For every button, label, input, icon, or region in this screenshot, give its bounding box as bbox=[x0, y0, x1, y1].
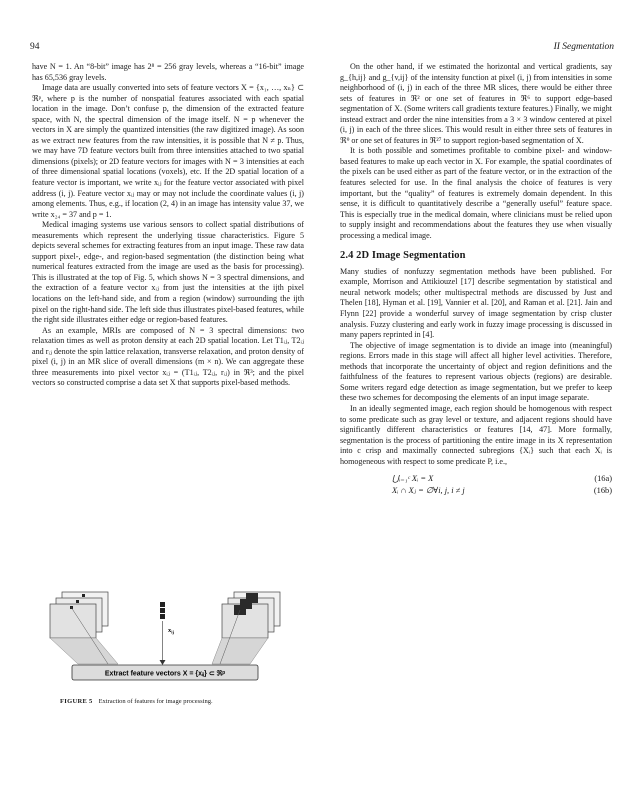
equation-number: (16a) bbox=[594, 473, 612, 483]
paragraph: In an ideally segmented image, each region should be homogenous with respect to some predicate such as gray level or texture, and adjacent regions should have significantly different characteristics or features [14, 47]. More formally, segmentation is the process of partitioning the entire image in its X representation into c crisp and maximally connected subregions {Xᵢ} such that each Xᵢ is homogeneous with respect to some predicate P, i.e., bbox=[340, 403, 612, 466]
right-image-stack bbox=[212, 592, 280, 664]
paragraph: The objective of image segmentation is to divide an image into (meaningful) regions. Errors made in this stage will affect all higher level activities. Therefore, methods that incorporate the uncertainty of object and region definitions and the faithfulness of the features to represent various objects (regions) are desirable. Some writers regard edge detection as image segmentation, but we prefer to keep these two schemes for decomposing the elements of an input image separate. bbox=[340, 340, 612, 403]
section-title: 2.4 2D Image Segmentation bbox=[340, 250, 466, 262]
figure-5 bbox=[48, 588, 288, 688]
left-image-stack bbox=[50, 592, 118, 664]
right-column bbox=[340, 62, 612, 497]
caption-label: FIGURE 5 bbox=[60, 698, 93, 705]
equation-expression: Xᵢ ∩ Xⱼ = ∅∀i, j, i ≠ j bbox=[392, 485, 465, 495]
paragraph: As an example, MRIs are composed of N = 3 spectral dimensions: two relaxation times as well as proton density at each 2D spatial location. Let T1ᵢⱼ, T2ᵢⱼ and rᵢⱼ denote the spin lattice relaxation, transverse relaxation, and proton density of pixel (i, j) in an MR slice of overall dimensions (m × n). We can aggregate these three measurements into pixel vector xᵢⱼ = (T1ᵢⱼ, T2ᵢⱼ, rᵢⱼ) in ℜ³; and the pixel vectors so constructed comprise a data set X that supports pixel-based methods. bbox=[32, 325, 304, 388]
left-column bbox=[32, 62, 304, 389]
paragraph: Image data are usually converted into sets of feature vectors X = {x₁, …, xₙ} ⊂ ℜᵖ, where p is the number of nonspatial features associated with each spatial location in the image. Don’t confuse p, the dimension of the extracted feature space, with N, the spectral dimension of the image itself. N = p whenever the vectors in X are simply the quantized intensities (the raw digitized image). As soon as we extract new features from the raw intensities, it is possible that N ≠ p. Thus, we may have 7D feature vectors built from three intensities attached to two spatial dimensions (pixels); or 2D feature vectors for images with N = 3 intensities at each of three dimensional spatial locations (voxels), etc. If the 2D spatial location of a feature vector is important, we write xᵢⱼ for the feature vector associated with pixel address (i, j). Feature vector xᵢⱼ may or may not include the coordinate values (i, j) among elements. Thus, e.g., if location (2, 4) in an image has intensity value 37, we write x₂₄ = 37 and p = 1. bbox=[32, 83, 304, 219]
equation-expression: ⋃ᵢ₌₁ᶜ Xᵢ = X bbox=[392, 473, 434, 483]
running-head: II Segmentation bbox=[553, 42, 614, 52]
caption-text: Extraction of features for image processing. bbox=[98, 698, 213, 705]
equation-number: (16b) bbox=[593, 485, 612, 495]
equation-16b bbox=[340, 485, 612, 497]
paragraph: Many studies of nonfuzzy segmentation methods have been published. For example, Morrison and Attikiouzel [17] describe segmentation by statistical and neural network models; other multispectral methods are discussed by Just and Thelen [18], Hyman et al. [19], Vannier et al. [20], and Raman et al. [21]. Jain and Flynn [22] provide a wonderful survey of image segmentation by crisp cluster analysis. Fuzzy clustering and early work in fuzzy image processing is discussed in many papers reprinted in [4]. bbox=[340, 266, 612, 340]
paragraph: It is both possible and sometimes profitable to combine pixel- and window-based features to make up each vector in X. For example, the spatial coordinates of the pixels can be used either as part of the feature vector, or in the extraction of the features selected for use. In the final analysis the choice of features is very important, but the “quality” of features is extremely domain dependent. In this sense, it is difficult to quantitatively describe a “generally useful” feature space. This is especially true in the medical domain, where clinicians must be relied upon to supply insight and recommendations about the features they use when visually processing a medical image. bbox=[340, 146, 612, 240]
figure-caption bbox=[60, 698, 300, 705]
paragraph: Medical imaging systems use various sensors to collect spatial distributions of measurements which represent the underlying tissue characteristics. Figure 5 depicts several schemes for extracting features from an input image. These raw data support pixel-, edge-, and region-based segmentation (the distinction being what numerical features extracted from the image are used as the basis for processing). This is illustrated at the top of Fig. 5, which shows N = 3 spectral dimensions, and the extraction of a feature vector xᵢⱼ from just the intensities at the ijth pixel locations on the left-hand side, and from a region (window) surrounding the ijth pixel on the right-hand side. The left side thus illustrates pixel-based features, while the right side illustrates either edge or region-based features. bbox=[32, 220, 304, 325]
page-number: 94 bbox=[30, 42, 40, 52]
center-vector bbox=[160, 602, 175, 665]
extract-box-label: Extract feature vectors X = {xᵢⱼ} ⊂ ℜᵖ bbox=[104, 670, 226, 678]
feature-extraction-diagram bbox=[48, 588, 288, 688]
equation-16a bbox=[340, 473, 612, 485]
paragraph: On the other hand, if we estimated the horizontal and vertical gradients, say g_{h,ij} and g_{v,ij} of the intensity function at pixel (i, j) from intensities in some neighborhood of (i, j) in each of the three MR slices, there would be either three sets of features in ℜ² or one set of features in ℜ⁶ to support edge-based segmentation of X. (Some writers call gradients texture features.) Finally, we might instead extract and order the nine intensities from a 3 × 3 window centered at pixel (i, j) in each of the three slices. This would result in either three sets of features in ℜ⁹ or one set of features in ℜ²⁷ to support region-based segmentation of X. bbox=[340, 62, 612, 145]
paragraph: have N = 1. An “8-bit” image has 2⁸ = 256 gray levels, whereas a “16-bit” image has 65,536 gray levels. bbox=[32, 62, 304, 82]
xij-label: $x_{ij}$ bbox=[168, 627, 174, 635]
